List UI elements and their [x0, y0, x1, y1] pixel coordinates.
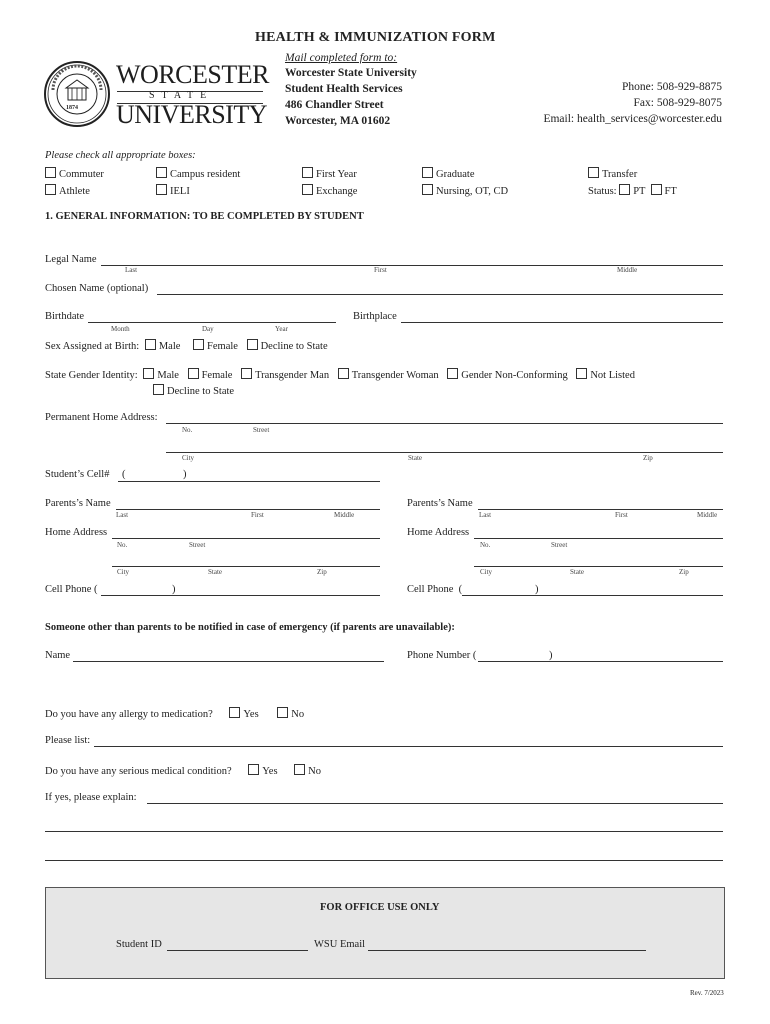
parent2-cell-label: Cell Phone ( [407, 584, 463, 595]
legal-middle-caption: Middle [617, 266, 638, 274]
logo-state: STATE [149, 90, 214, 101]
cell-paren-close: ) [183, 469, 187, 480]
mail-note: Mail completed form to: [285, 52, 398, 64]
exchange-option[interactable]: Exchange [302, 184, 357, 197]
explain-field-1[interactable] [147, 803, 723, 804]
emergency-heading: Someone other than parents to be notified in case of emergency (if parents are unavailable): [45, 622, 455, 633]
parent2-zip-caption: Zip [679, 568, 689, 576]
parent2-state-caption: State [570, 568, 584, 576]
address-line-4: Worcester, MA 01602 [285, 115, 391, 127]
parent1-middle-caption: Middle [334, 511, 355, 519]
emergency-phone-label: Phone Number ( [407, 650, 477, 661]
athlete-option[interactable]: Athlete [45, 184, 90, 197]
serious-row: Do you have any serious medical condition? Yes No [45, 766, 321, 777]
legal-last-caption: Last [125, 266, 138, 274]
pt-checkbox[interactable] [619, 184, 630, 195]
parent1-city-caption: City [117, 568, 130, 576]
sex-row: Sex Assigned at Birth: Male Female Decline to State [45, 341, 328, 352]
logo-university: UNIVERSITY [116, 100, 267, 129]
parent2-cell-paren-close: ) [535, 584, 539, 595]
phone-text: Phone: 508-929-8875 [622, 81, 722, 93]
serious-yes-checkbox[interactable] [248, 764, 259, 775]
wsu-email-label: WSU Email [314, 939, 366, 950]
parent1-address-street-field[interactable] [112, 538, 380, 539]
seal-year: 1874 [66, 105, 78, 111]
parent1-cell-paren-close: ) [172, 584, 176, 595]
sex-decline-checkbox[interactable] [247, 339, 258, 350]
birthplace-field[interactable] [401, 322, 723, 323]
parent2-name-label: Parents’s Name [407, 498, 473, 509]
gender-male-checkbox[interactable] [143, 368, 154, 379]
parent1-first-caption: First [251, 511, 264, 519]
legal-name-label: Legal Name [45, 254, 97, 265]
cell-paren-open: ( [122, 469, 126, 480]
parent1-last-caption: Last [116, 511, 129, 519]
ft-checkbox[interactable] [651, 184, 662, 195]
commuter-checkbox[interactable] [45, 167, 56, 178]
first-year-option[interactable]: First Year [302, 167, 357, 180]
fax-text: Fax: 508-929-8075 [633, 97, 722, 109]
perm-street-caption: Street [253, 426, 270, 434]
exchange-checkbox[interactable] [302, 184, 313, 195]
birthdate-label: Birthdate [45, 311, 85, 322]
parent2-name-field[interactable] [478, 509, 723, 510]
parent1-cell-field[interactable] [101, 595, 380, 596]
address-line-3: 486 Chandler Street [285, 99, 384, 111]
campus-resident-option[interactable]: Campus resident [156, 167, 240, 180]
birthdate-field[interactable] [88, 322, 336, 323]
perm-state-caption: State [408, 454, 422, 462]
university-logo [43, 58, 268, 130]
emergency-name-label: Name [45, 650, 71, 661]
parent2-first-caption: First [615, 511, 628, 519]
perm-address-city-field[interactable] [166, 452, 723, 453]
checkbox-prompt: Please check all appropriate boxes: [45, 150, 196, 161]
student-id-label: Student ID [116, 939, 162, 950]
perm-no-caption: No. [182, 426, 193, 434]
legal-first-caption: First [374, 266, 387, 274]
nursing-option[interactable]: Nursing, OT, CD [422, 184, 508, 197]
parent1-name-label: Parents’s Name [45, 498, 111, 509]
email-text: Email: health_services@worcester.edu [543, 113, 722, 125]
parent2-middle-caption: Middle [697, 511, 718, 519]
parent1-name-field[interactable] [116, 509, 380, 510]
serious-no-checkbox[interactable] [294, 764, 305, 775]
status-label: Status: [588, 186, 617, 197]
parent1-street-caption: Street [189, 541, 206, 549]
revision-text: Rev. 7/2023 [690, 989, 724, 997]
parent2-last-caption: Last [479, 511, 492, 519]
gender-female-checkbox[interactable] [188, 368, 199, 379]
sex-female-checkbox[interactable] [193, 339, 204, 350]
parent2-city-caption: City [480, 568, 493, 576]
chosen-name-label: Chosen Name (optional) [45, 283, 149, 294]
year-caption: Year [275, 325, 288, 333]
transfer-checkbox[interactable] [588, 167, 599, 178]
emergency-paren-close: ) [549, 650, 553, 661]
seal-icon [43, 60, 111, 128]
status-row: Status: PT FT [588, 186, 677, 197]
parent1-zip-caption: Zip [317, 568, 327, 576]
gender-trans-man-checkbox[interactable] [241, 368, 252, 379]
emergency-name-field[interactable] [73, 661, 384, 662]
student-cell-field[interactable] [118, 481, 380, 482]
allergy-no-checkbox[interactable] [277, 707, 288, 718]
address-line-2: Student Health Services [285, 83, 403, 95]
sex-label: Sex Assigned at Birth: [45, 341, 140, 352]
perm-city-caption: City [182, 454, 195, 462]
wsu-email-field[interactable] [368, 950, 646, 951]
please-list-label: Please list: [45, 735, 91, 746]
perm-address-label: Permanent Home Address: [45, 412, 158, 423]
student-cell-label: Student’s Cell# [45, 469, 110, 480]
parent2-address-label: Home Address [407, 527, 470, 538]
gender-trans-woman-checkbox[interactable] [338, 368, 349, 379]
form-title: HEALTH & IMMUNIZATION FORM [255, 30, 496, 45]
nursing-checkbox[interactable] [422, 184, 433, 195]
allergy-yes-checkbox[interactable] [229, 707, 240, 718]
parent1-address-city-field[interactable] [112, 566, 380, 567]
parent2-address-street-field[interactable] [474, 538, 723, 539]
chosen-name-field[interactable] [157, 294, 723, 295]
athlete-checkbox[interactable] [45, 184, 56, 195]
gender-decline-option[interactable]: Decline to State [153, 384, 234, 397]
gender-gnc-checkbox[interactable] [447, 368, 458, 379]
ieli-option[interactable]: IELI [156, 184, 190, 197]
office-use-box [45, 887, 725, 979]
gender-decline-checkbox[interactable] [153, 384, 164, 395]
sex-male-checkbox[interactable] [145, 339, 156, 350]
month-caption: Month [111, 325, 130, 333]
please-list-field[interactable] [94, 746, 723, 747]
ieli-checkbox[interactable] [156, 184, 167, 195]
parent1-state-caption: State [208, 568, 222, 576]
parent2-no-caption: No. [480, 541, 491, 549]
perm-zip-caption: Zip [643, 454, 653, 462]
parent1-no-caption: No. [117, 541, 128, 549]
explain-field-3[interactable] [45, 860, 723, 861]
if-yes-label: If yes, please explain: [45, 792, 137, 803]
section-1-heading: 1. GENERAL INFORMATION: TO BE COMPLETED BY STUDENT [45, 211, 364, 222]
address-line-1: Worcester State University [285, 67, 417, 79]
gender-row: State Gender Identity: Male Female Transgender Man Transgender Woman Gender Non-Conforming Not Listed [45, 370, 635, 381]
office-heading: FOR OFFICE USE ONLY [320, 902, 440, 913]
student-id-field[interactable] [167, 950, 308, 951]
parent1-cell-label: Cell Phone ( [45, 584, 98, 595]
serious-question: Do you have any serious medical condition? [45, 766, 232, 777]
graduate-checkbox[interactable] [422, 167, 433, 178]
commuter-option[interactable]: Commuter [45, 167, 104, 180]
emergency-phone-field[interactable] [478, 661, 723, 662]
day-caption: Day [202, 325, 214, 333]
allergy-row: Do you have any allergy to medication? Yes No [45, 709, 305, 720]
gender-label: State Gender Identity: [45, 370, 138, 381]
logo-worcester: WORCESTER [116, 60, 269, 89]
perm-address-street-field[interactable] [166, 423, 723, 424]
explain-field-2[interactable] [45, 831, 723, 832]
parent1-address-label: Home Address [45, 527, 108, 538]
graduate-option[interactable]: Graduate [422, 167, 474, 180]
parent2-address-city-field[interactable] [474, 566, 723, 567]
campus-resident-checkbox[interactable] [156, 167, 167, 178]
parent2-cell-field[interactable] [462, 595, 723, 596]
parent2-street-caption: Street [551, 541, 568, 549]
first-year-checkbox[interactable] [302, 167, 313, 178]
allergy-question: Do you have any allergy to medication? [45, 709, 213, 720]
gender-not-listed-checkbox[interactable] [576, 368, 587, 379]
birthplace-label: Birthplace [353, 311, 397, 322]
transfer-option[interactable]: Transfer [588, 167, 637, 180]
